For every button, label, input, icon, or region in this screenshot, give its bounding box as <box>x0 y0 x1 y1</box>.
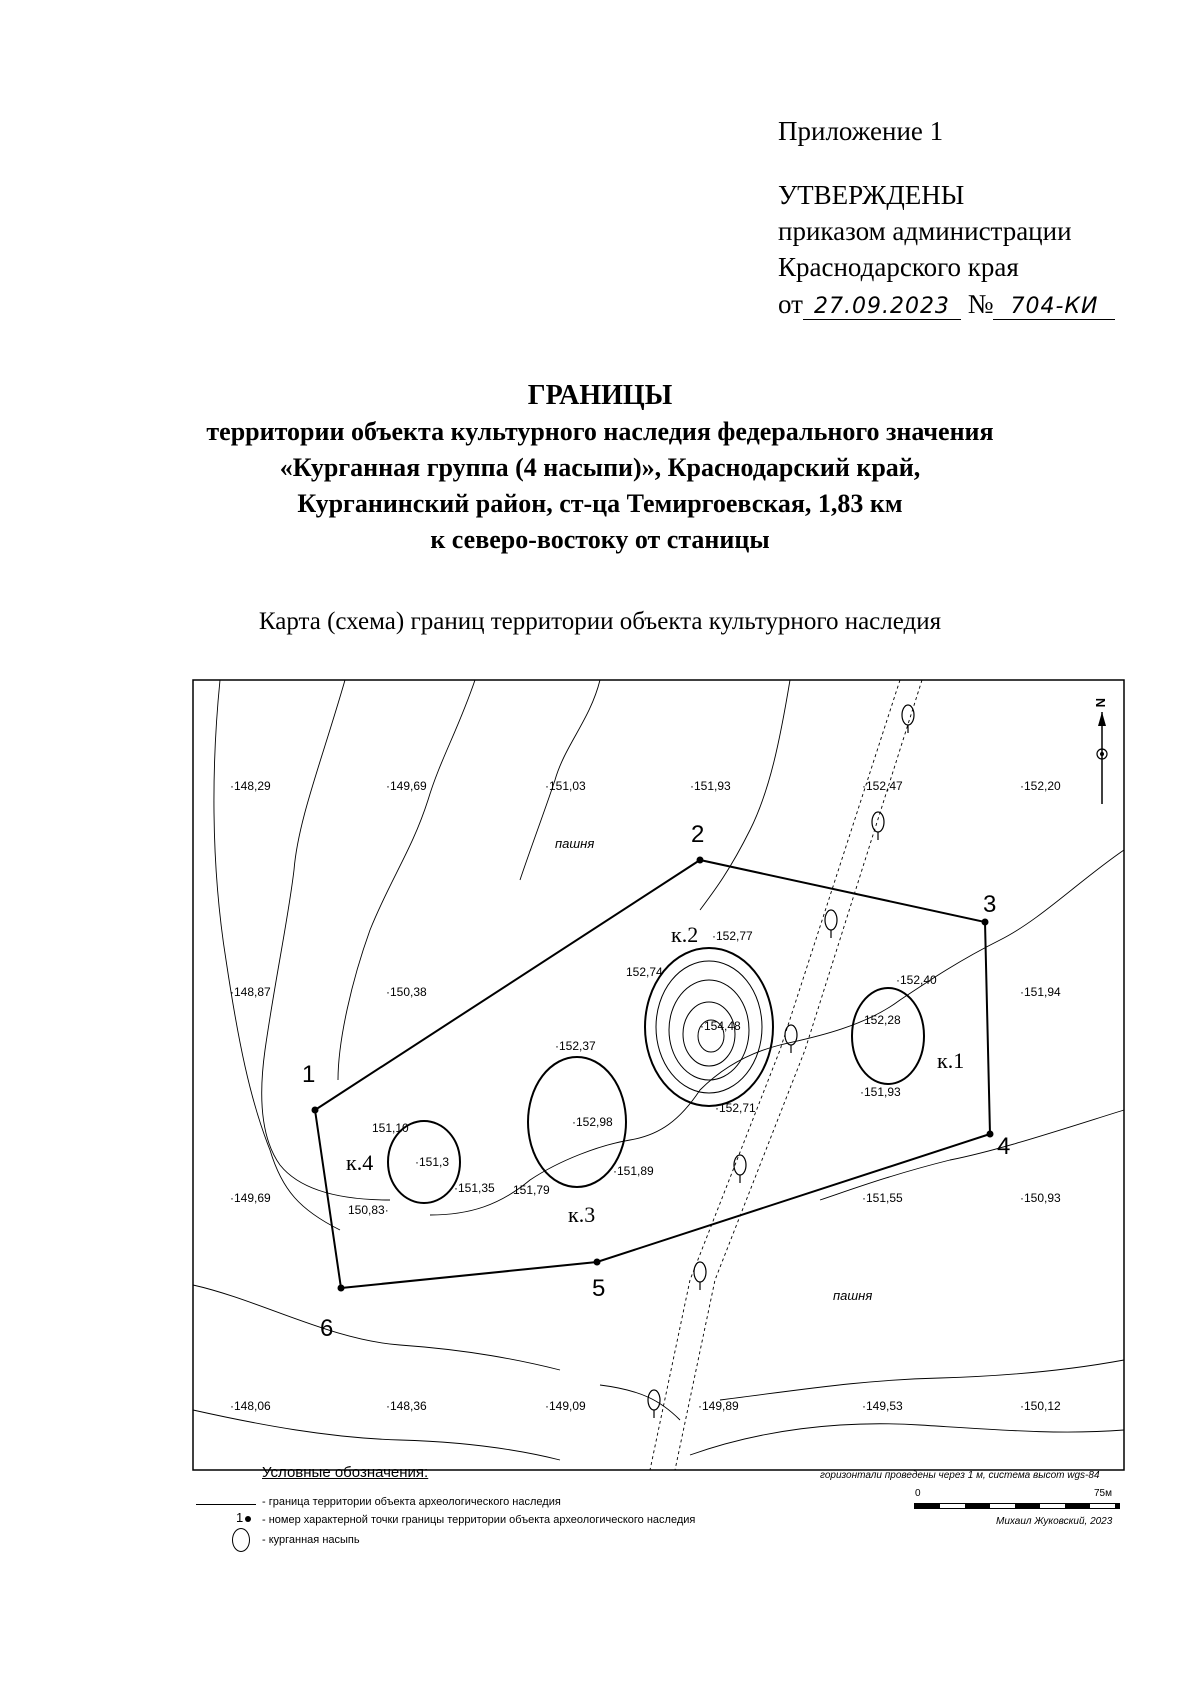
svg-text:·151,89: ·151,89 <box>613 1164 654 1178</box>
title-line-2: территории объекта культурного наследия федерального значения <box>206 417 994 446</box>
svg-text:·149,09: ·149,09 <box>545 1399 586 1413</box>
mound-k1-outline <box>852 988 924 1084</box>
contour-lines <box>193 680 1124 1460</box>
tree-icons <box>648 705 914 1418</box>
point-label-1: 1 <box>302 1061 316 1088</box>
point-dot-icon <box>245 1516 251 1522</box>
legend-point-symbol <box>236 1510 251 1525</box>
svg-text:·149,53: ·149,53 <box>862 1399 903 1413</box>
scale-bar <box>914 1503 1120 1509</box>
boundary-point-labels <box>302 821 1010 1342</box>
field-label-south: пашня <box>833 1288 873 1303</box>
svg-text:·150,93: ·150,93 <box>1020 1191 1061 1205</box>
svg-text:·152,98: ·152,98 <box>572 1115 613 1129</box>
svg-text:·148,87: ·148,87 <box>230 985 271 999</box>
scale-end-label: 75м <box>1094 1488 1112 1499</box>
order-date: 27.09.2023 <box>803 294 961 320</box>
svg-text:·151,3: ·151,3 <box>415 1155 450 1169</box>
date-prefix: от <box>778 289 803 319</box>
north-label: N <box>1093 698 1108 708</box>
svg-text:·150,12: ·150,12 <box>1020 1399 1061 1413</box>
svg-text:·148,29: ·148,29 <box>230 779 271 793</box>
svg-text:·149,69: ·149,69 <box>230 1191 271 1205</box>
elevation-labels <box>230 779 1061 1413</box>
approved-by-line-1: приказом администрации <box>778 216 1072 246</box>
svg-text:·151,93: ·151,93 <box>860 1085 901 1099</box>
legend-boundary-line-symbol <box>196 1504 256 1505</box>
svg-text:·148,06: ·148,06 <box>230 1399 271 1413</box>
legend-item-point: - номер характерной точки границы территории объекта археологического наследия <box>262 1514 696 1526</box>
svg-text:·152,37: ·152,37 <box>555 1039 596 1053</box>
svg-text:·150,38: ·150,38 <box>386 985 427 999</box>
boundary-point-markers <box>312 857 997 1292</box>
legend-item-mound: - курганная насыпь <box>262 1534 360 1546</box>
mound-label-k2: к.2 <box>671 922 699 947</box>
mound-label-k3: к.3 <box>568 1202 596 1227</box>
svg-text:·151,93: ·151,93 <box>690 779 731 793</box>
title-line-4: Курганинский район, ст-ца Темиргоевская, 1,83 км <box>297 489 903 518</box>
svg-text:·148,36: ·148,36 <box>386 1399 427 1413</box>
point-label-3: 3 <box>983 891 997 918</box>
svg-text:·151,03: ·151,03 <box>545 779 586 793</box>
map-author: Михаил Жуковский, 2023 <box>996 1516 1113 1527</box>
mound-label-k1: к.1 <box>937 1048 965 1073</box>
boundary-polygon <box>315 860 990 1288</box>
north-arrow-icon <box>1093 698 1108 804</box>
mound-outlines <box>388 948 924 1203</box>
tree-icon <box>872 812 884 840</box>
contour-note: горизонтали проведены через 1 м, система высот wgs-84 <box>820 1470 1100 1481</box>
legend-point-number: 1 <box>236 1510 244 1525</box>
svg-text:·152,71: ·152,71 <box>715 1101 756 1115</box>
svg-text:·149,89: ·149,89 <box>698 1399 739 1413</box>
point-label-6: 6 <box>320 1315 334 1342</box>
svg-text:·151,35: ·151,35 <box>454 1181 495 1195</box>
map-caption: Карта (схема) границ территории объекта культурного наследия <box>258 608 942 635</box>
field-labels <box>555 836 872 1303</box>
svg-text:150,83·: 150,83· <box>348 1203 389 1217</box>
approved-by-line-2: Краснодарского края <box>778 252 1019 282</box>
tree-icon <box>648 1390 660 1418</box>
number-prefix: № <box>967 289 994 319</box>
svg-text:·152,20: ·152,20 <box>1020 779 1061 793</box>
svg-text:151,10: 151,10 <box>372 1121 409 1135</box>
svg-text:·151,55: ·151,55 <box>862 1191 903 1205</box>
svg-text:·151,94: ·151,94 <box>1020 985 1061 999</box>
svg-text:·152,47: ·152,47 <box>862 779 903 793</box>
title-line-5: к северо-востоку от станицы <box>430 525 770 554</box>
svg-text:·152,40: ·152,40 <box>896 973 937 987</box>
svg-text:151,79: 151,79 <box>513 1183 550 1197</box>
field-label-north: пашня <box>555 836 595 851</box>
order-number: 704-КИ <box>993 294 1115 320</box>
legend-title: Условные обозначения: <box>262 1464 429 1481</box>
tree-icon <box>825 910 837 938</box>
svg-text:·152,77: ·152,77 <box>712 929 753 943</box>
title-line-3: «Курганная группа (4 насыпи)», Краснодарский край, <box>279 453 921 482</box>
approved-label: УТВЕРЖДЕНЫ <box>778 180 965 210</box>
point-label-5: 5 <box>592 1275 606 1302</box>
mound-oval-icon <box>232 1528 250 1552</box>
legend-item-boundary: - граница территории объекта археологического наследия <box>262 1496 561 1508</box>
scale-start-label: 0 <box>915 1488 921 1499</box>
tree-icon <box>902 705 914 733</box>
point-label-2: 2 <box>691 821 705 848</box>
svg-text:152,28: 152,28 <box>864 1013 901 1027</box>
mound-label-k4: к.4 <box>346 1150 374 1175</box>
title-line-1: ГРАНИЦЫ <box>527 380 673 411</box>
svg-text:·149,69: ·149,69 <box>386 779 427 793</box>
tree-icon <box>734 1155 746 1183</box>
point-label-4: 4 <box>997 1133 1011 1160</box>
svg-text:152,74: 152,74 <box>626 965 663 979</box>
appendix-label: Приложение 1 <box>778 116 944 146</box>
svg-text:·154,48: ·154,48 <box>700 1019 741 1033</box>
